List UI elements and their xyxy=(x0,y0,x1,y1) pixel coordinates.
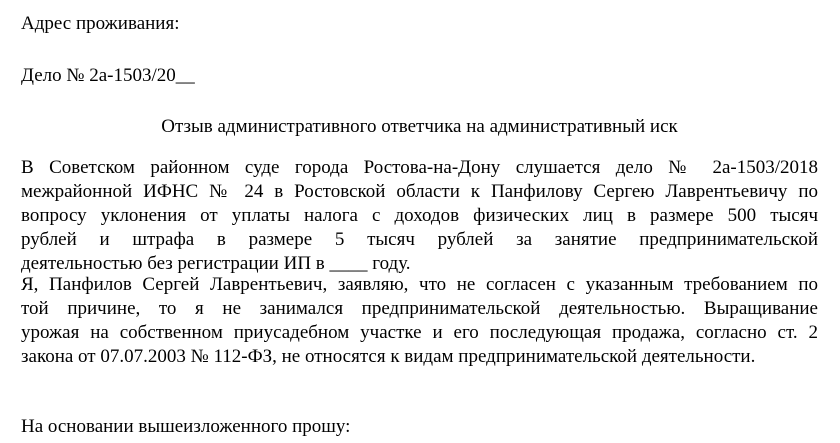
document-title: Отзыв административного ответчика на административный иск xyxy=(161,116,678,137)
paragraph-line: В Советском районном суде города Ростова-на-Дону слушается дело № 2а-1503/2018 xyxy=(21,157,818,178)
paragraph-line: урожая на собственном приусадебном участке и его последующая продажа, согласно ст. 2 xyxy=(21,322,818,343)
case-number: Дело № 2а-1503/20__ xyxy=(21,65,195,86)
paragraph-line: деятельностью без регистрации ИП в ____ году. xyxy=(21,253,411,274)
paragraph-claim-description xyxy=(21,156,818,276)
paragraph-line: Я, Панфилов Сергей Лаврентьевич, заявляю, что не согласен с указанным требованием по xyxy=(21,274,818,295)
address-label: Адрес проживания: xyxy=(21,13,180,34)
paragraph-line: рублей и штрафа в размере 5 тысяч рублей за занятие предпринимательской xyxy=(21,229,818,250)
paragraph-line: закона от 07.07.2003 № 112-ФЗ, не относятся к видам предпринимательской деятельности. xyxy=(21,346,756,367)
basis-line: На основании вышеизложенного прошу: xyxy=(21,416,351,437)
paragraph-line: той причине, то я не занимался предпринимательской деятельностью. Выращивание xyxy=(21,298,818,319)
paragraph-line: межрайонной ИФНС № 24 в Ростовской области к Панфилову Сергею Лаврентьевичу по xyxy=(21,181,818,202)
paragraph-objection xyxy=(21,273,818,369)
paragraph-line: вопросу уклонения от уплаты налога с доходов физических лиц в размере 500 тысяч xyxy=(21,205,818,226)
